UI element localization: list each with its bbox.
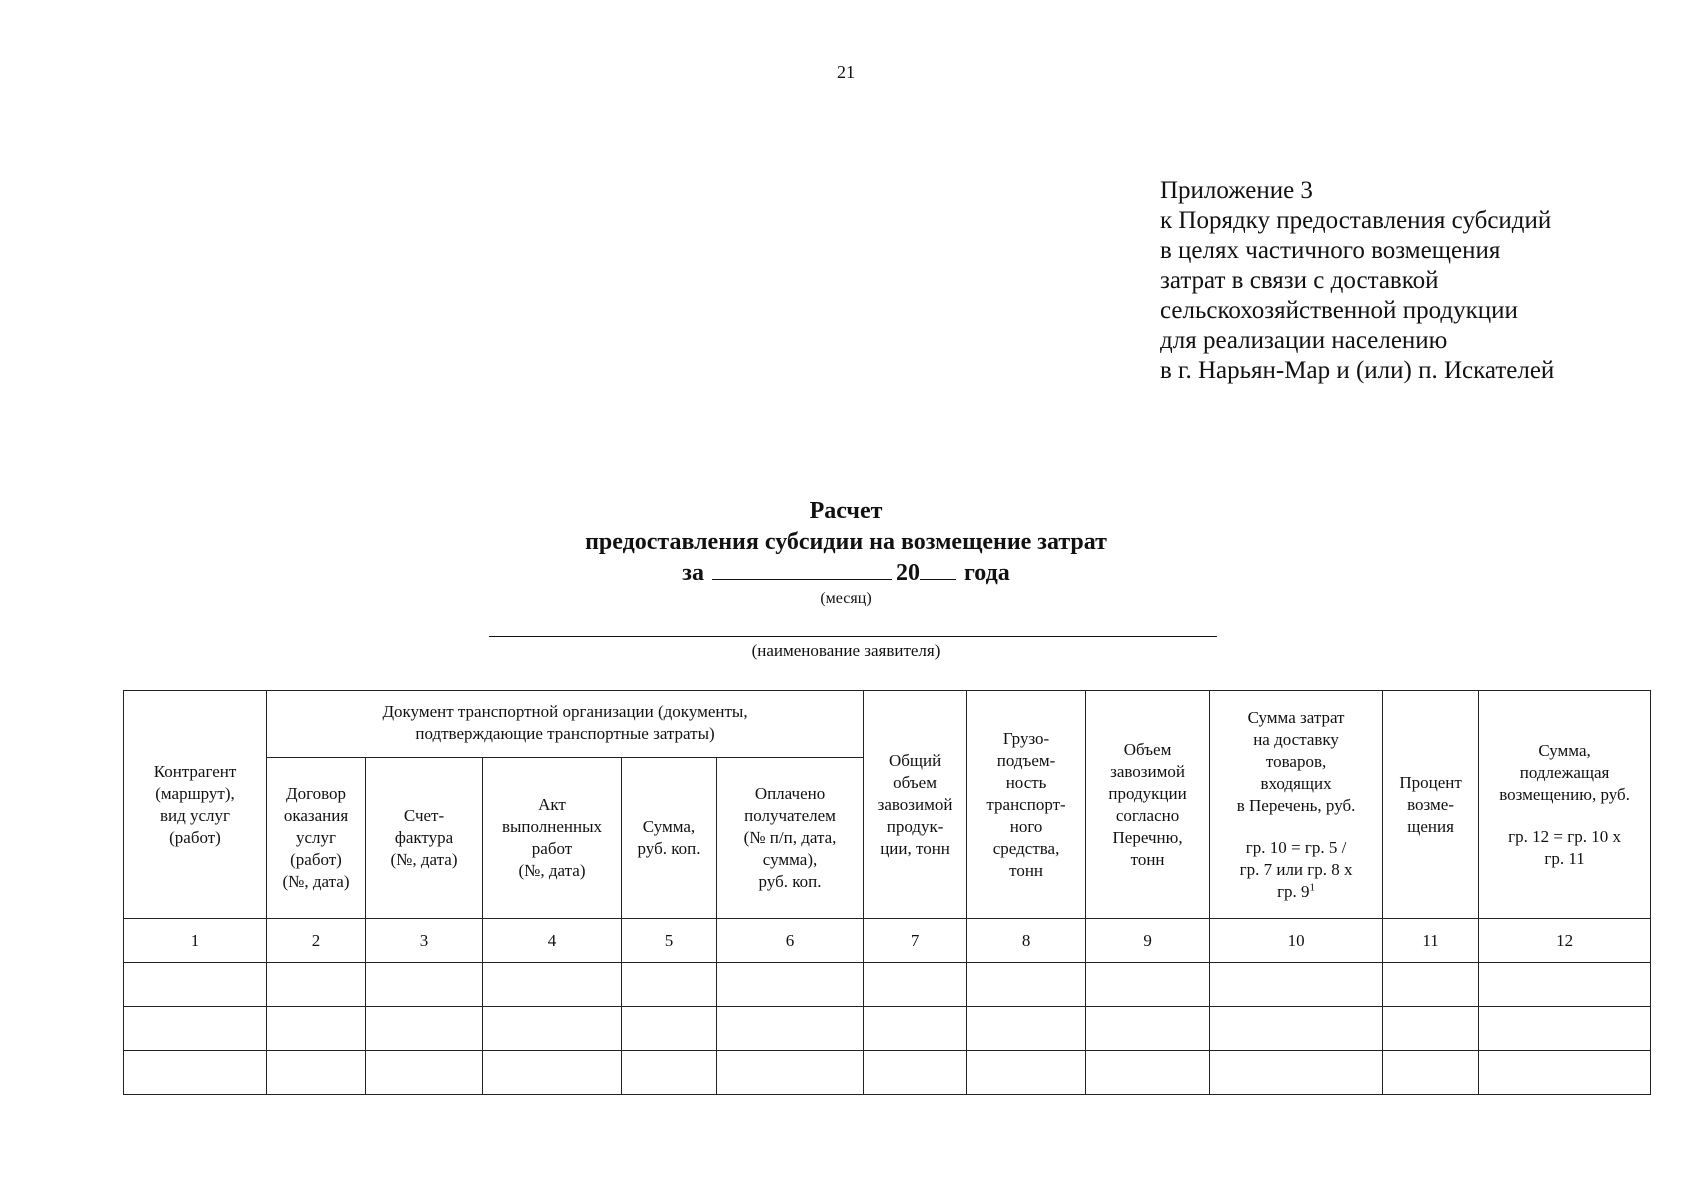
- period-prefix: за: [682, 560, 704, 586]
- month-blank-field[interactable]: [712, 557, 892, 580]
- table-cell[interactable]: [717, 963, 864, 1007]
- table-cell[interactable]: [967, 963, 1086, 1007]
- annex-line: к Порядку предоставления субсидий: [1160, 207, 1552, 234]
- column-number: 3: [366, 919, 483, 963]
- header-service-contract: Договор оказания услуг (работ) (№, дата): [267, 758, 366, 919]
- annex-reference: [1160, 176, 1680, 386]
- annex-line: для реализации населению: [1160, 327, 1448, 354]
- table-cell[interactable]: [124, 963, 267, 1007]
- table-cell[interactable]: [1383, 1051, 1479, 1095]
- table-cell[interactable]: [864, 1007, 967, 1051]
- applicant-caption: (наименование заявителя): [751, 641, 941, 660]
- table-cell[interactable]: [864, 1051, 967, 1095]
- table-cell[interactable]: [622, 1007, 717, 1051]
- period-line: [0, 557, 1692, 589]
- table-cell[interactable]: [483, 963, 622, 1007]
- table-cell[interactable]: [967, 1007, 1086, 1051]
- table-cell[interactable]: [967, 1051, 1086, 1095]
- table-cell[interactable]: [483, 1007, 622, 1051]
- document-title: [0, 496, 1692, 558]
- header-paid-by-recipient: Оплачено получателем (№ п/п, дата, сумма), руб. коп.: [717, 758, 864, 919]
- table-cell[interactable]: [1479, 963, 1651, 1007]
- annex-line: затрат в связи с доставкой: [1160, 267, 1439, 294]
- table-cell[interactable]: [1086, 963, 1210, 1007]
- period-suffix: года: [963, 560, 1010, 586]
- footnote-marker: 1: [1309, 880, 1316, 893]
- table-row: [124, 1051, 1651, 1095]
- column-number: 10: [1210, 919, 1383, 963]
- page-number: 21: [837, 62, 855, 82]
- column-number: 1: [124, 919, 267, 963]
- title-line: предоставления субсидии на возмещение затрат: [585, 529, 1107, 555]
- table-cell[interactable]: [622, 1051, 717, 1095]
- header-transport-documents: Документ транспортной организации (документы, подтверждающие транспортные затраты): [267, 691, 864, 758]
- header-delivery-costs: Сумма затрат на доставку товаров, входящих в Перечень, руб. гр. 10 = гр. 5 / гр. 7 или гр. 8 х гр. $9^1$: [1210, 691, 1383, 919]
- header-invoice: Счет- фактура (№, дата): [366, 758, 483, 919]
- column-numbers-row: [124, 919, 1651, 963]
- table-cell[interactable]: [366, 1007, 483, 1051]
- annex-line: Приложение 3: [1160, 177, 1313, 204]
- column-number: 7: [864, 919, 967, 963]
- table-cell[interactable]: [1210, 1007, 1383, 1051]
- table-cell[interactable]: [366, 963, 483, 1007]
- column-number: 2: [267, 919, 366, 963]
- annex-line: в целях частичного возмещения: [1160, 237, 1501, 264]
- column-number: 12: [1479, 919, 1651, 963]
- table-cell[interactable]: [622, 963, 717, 1007]
- column-number: 11: [1383, 919, 1479, 963]
- table-cell[interactable]: [267, 1051, 366, 1095]
- header-load-capacity: Грузо- подъем- ность транспорт- ного средства, тонн: [967, 691, 1086, 919]
- table-cell[interactable]: [267, 1007, 366, 1051]
- calculation-table: [123, 690, 1651, 1095]
- header-work-act: Акт выполненных работ (№, дата): [483, 758, 622, 919]
- table-cell[interactable]: [483, 1051, 622, 1095]
- table-cell[interactable]: [1479, 1007, 1651, 1051]
- table-cell[interactable]: [124, 1051, 267, 1095]
- header-reimbursement-percent: Процент возме- щения: [1383, 691, 1479, 919]
- header-total-volume: Общий объем завозимой продук- ции, тонн: [864, 691, 967, 919]
- column-number: 6: [717, 919, 864, 963]
- column-number: 5: [622, 919, 717, 963]
- table-header-row: [124, 691, 1651, 758]
- month-caption: (месяц): [820, 590, 872, 607]
- annex-line: сельскохозяйственной продукции: [1160, 297, 1518, 324]
- table-cell[interactable]: [1479, 1051, 1651, 1095]
- title-line: Расчет: [809, 498, 883, 524]
- applicant-blank-field[interactable]: [489, 636, 1217, 637]
- table-cell[interactable]: [124, 1007, 267, 1051]
- table-cell[interactable]: [267, 963, 366, 1007]
- header-amount: Сумма, руб. коп.: [622, 758, 717, 919]
- table-row: [124, 963, 1651, 1007]
- header-amount-to-reimburse: Сумма, подлежащая возмещению, руб. гр. 12 = гр. 10 х гр. 11: [1479, 691, 1651, 919]
- column-number: 8: [967, 919, 1086, 963]
- table-cell[interactable]: [1210, 1051, 1383, 1095]
- period-year: 20: [895, 560, 920, 586]
- header-counterparty: Контрагент (маршрут), вид услуг (работ): [124, 691, 267, 919]
- table-cell[interactable]: [1086, 1007, 1210, 1051]
- table-cell[interactable]: [717, 1007, 864, 1051]
- column-number: 9: [1086, 919, 1210, 963]
- table-cell[interactable]: [1210, 963, 1383, 1007]
- table-cell[interactable]: [1383, 1007, 1479, 1051]
- header-volume-per-list: Объем завозимой продукции согласно Перечню, тонн: [1086, 691, 1210, 919]
- table-cell[interactable]: [1086, 1051, 1210, 1095]
- column-number: 4: [483, 919, 622, 963]
- annex-line: в г. Нарьян-Мар и (или) п. Искателей: [1160, 357, 1555, 384]
- year-blank-field[interactable]: [920, 557, 956, 580]
- table-row: [124, 1007, 1651, 1051]
- table-cell[interactable]: [1383, 963, 1479, 1007]
- table-cell[interactable]: [864, 963, 967, 1007]
- table-cell[interactable]: [717, 1051, 864, 1095]
- table-cell[interactable]: [366, 1051, 483, 1095]
